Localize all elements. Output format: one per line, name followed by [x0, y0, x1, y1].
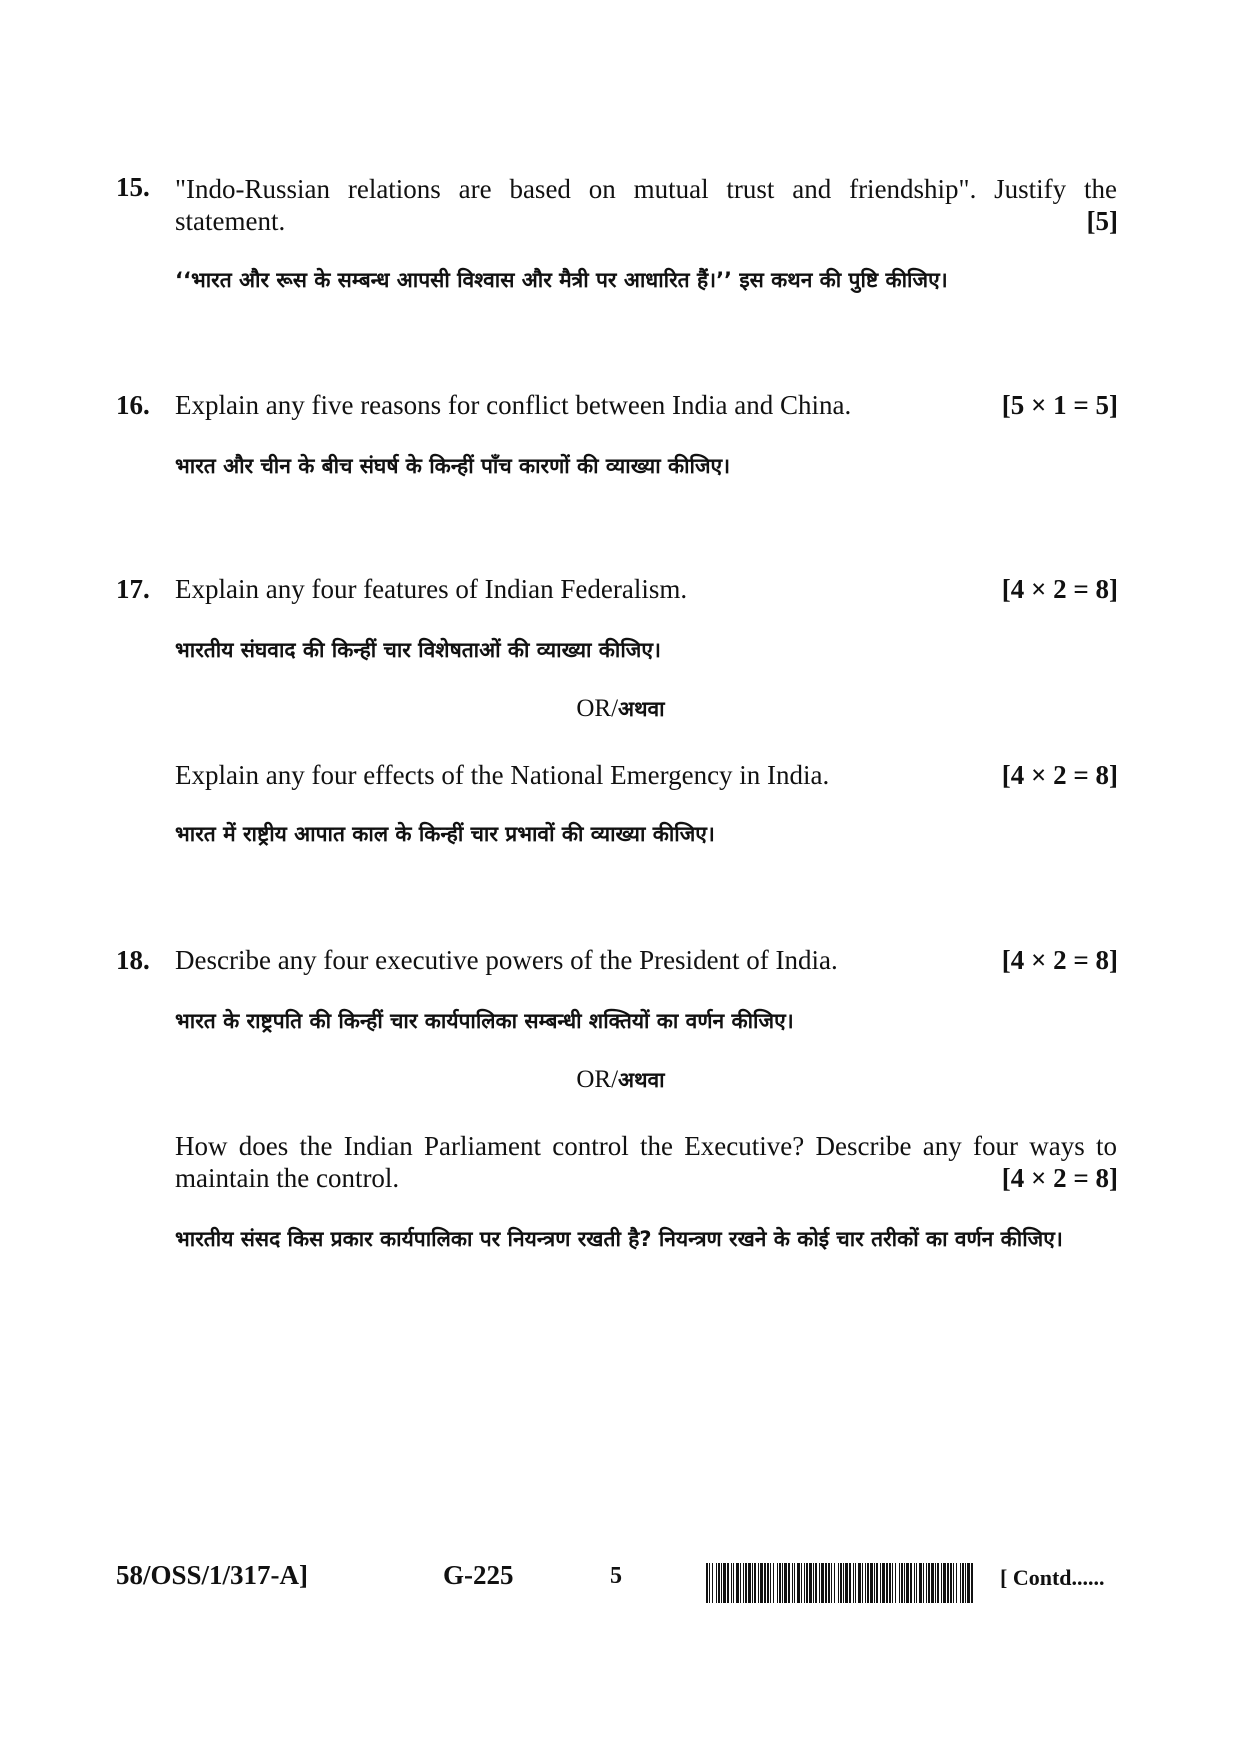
question-number: 15.	[116, 172, 150, 202]
marks: [4 × 2 = 8]	[1001, 945, 1118, 975]
or-divider	[0, 695, 1241, 723]
question-text-en: Explain any five reasons for conflict between India and China.	[175, 390, 852, 420]
or-label-hi: अथवा	[618, 1068, 665, 1092]
question-number: 17.	[116, 574, 150, 604]
continued-label: [ Contd......	[1000, 1565, 1105, 1590]
barcode	[706, 1563, 974, 1603]
page-number: 5	[610, 1563, 622, 1589]
question-text-en-cont: statement.	[175, 206, 286, 236]
or-label-en: OR/	[576, 1066, 619, 1093]
alt-question-text-hi: भारत में राष्ट्रीय आपात काल के किन्हीं चार प्रभावों की व्याख्या कीजिए।	[175, 822, 715, 846]
question-text-en: "Indo-Russian relations are based on mutual trust and friendship". Justify the	[175, 174, 1117, 204]
question-text-hi: भारत और चीन के बीच संघर्ष के किन्हीं पाँच कारणों की व्याख्या कीजिए।	[175, 454, 731, 478]
question-text-en: Describe any four executive powers of the President of India.	[175, 945, 838, 975]
marks: [4 × 2 = 8]	[1001, 574, 1118, 604]
alt-question-text-hi: भारतीय संसद किस प्रकार कार्यपालिका पर नियन्त्रण रखती है? नियन्त्रण रखने के कोई चार तरीकों का वर्णन कीजिए।	[175, 1227, 1063, 1251]
question-text-en: Explain any four features of Indian Federalism.	[175, 574, 688, 604]
paper-code: 58/OSS/1/317-A]	[116, 1560, 309, 1590]
alt-question-text-en-cont: maintain the control.	[175, 1163, 400, 1193]
question-number: 18.	[116, 945, 150, 975]
alt-marks: [4 × 2 = 8]	[1001, 760, 1118, 790]
series-code: G-225	[443, 1560, 514, 1590]
question-text-hi: ‘‘भारत और रूस के सम्बन्ध आपसी विश्वास और मैत्री पर आधारित हैं।’’ इस कथन की पुष्टि कीजिए।	[175, 268, 948, 292]
alt-question-text-en: How does the Indian Parliament control the Executive? Describe any four ways to	[175, 1131, 1117, 1161]
or-label-hi: अथवा	[618, 697, 665, 721]
or-label-en: OR/	[576, 695, 619, 722]
question-number: 16.	[116, 390, 150, 420]
marks: [5 × 1 = 5]	[1001, 390, 1118, 420]
question-text-hi: भारतीय संघवाद की किन्हीं चार विशेषताओं की व्याख्या कीजिए।	[175, 638, 661, 662]
marks: [5]	[1086, 206, 1118, 236]
question-text-hi: भारत के राष्ट्रपति की किन्हीं चार कार्यपालिका सम्बन्धी शक्तियों का वर्णन कीजिए।	[175, 1009, 794, 1033]
or-divider	[0, 1066, 1241, 1094]
alt-marks: [4 × 2 = 8]	[1001, 1163, 1118, 1193]
alt-question-text-en: Explain any four effects of the National Emergency in India.	[175, 760, 830, 790]
